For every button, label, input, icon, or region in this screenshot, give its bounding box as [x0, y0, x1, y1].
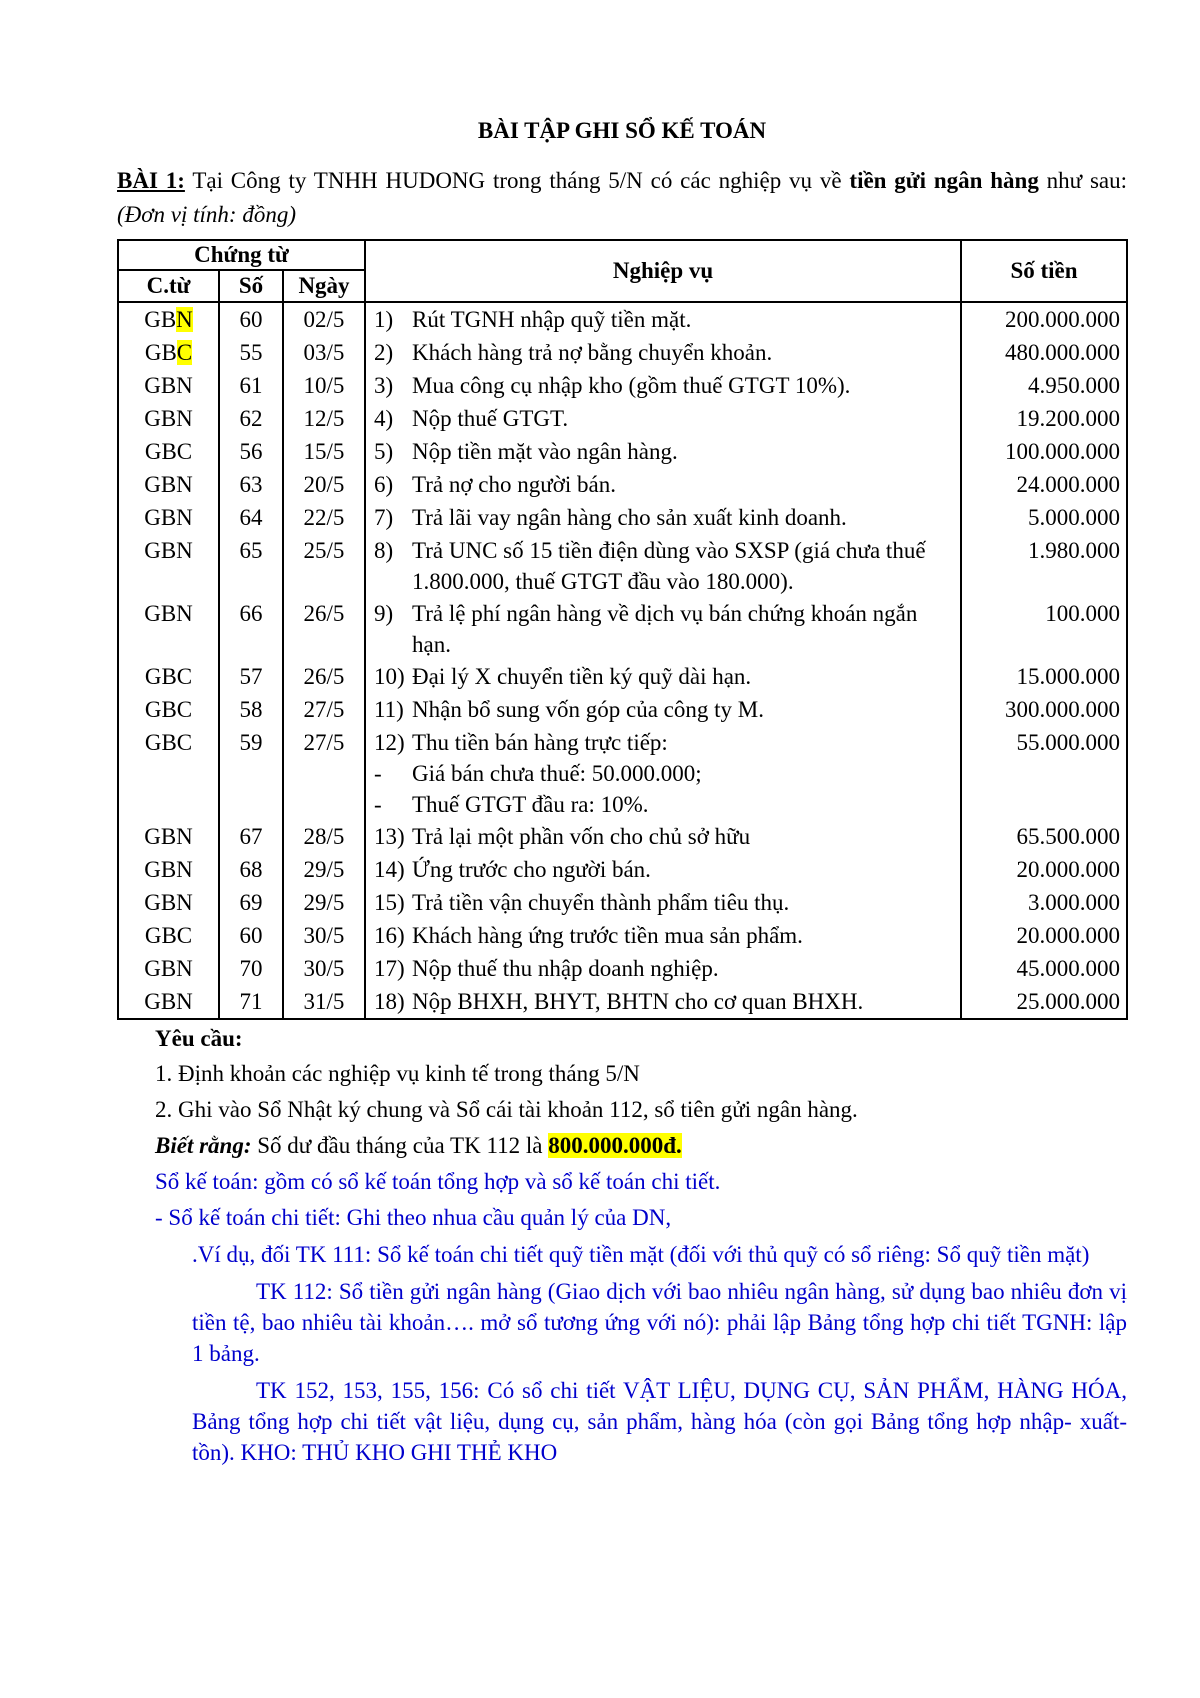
cell-ngay: 26/5: [283, 597, 365, 660]
cell-nghiep-vu: [365, 660, 961, 693]
table-row: [118, 952, 1127, 985]
note-line-2: - Sổ kế toán chi tiết: Ghi theo nhua cầu quản lý của DN,: [155, 1205, 672, 1230]
requirement-2: 2. Ghi vào Sổ Nhật ký chung và Sổ cái tài khoản 112, sổ tiên gửi ngân hàng.: [155, 1097, 858, 1122]
note-line-4: TK 112: Sổ tiền gửi ngân hàng (Giao dịch với bao nhiêu ngân hàng, sử dụng bao nhiêu đơn vị tiền tệ, bao nhiêu tài khoản…. mở sổ tương ứng với nó): phải lập Bảng tổng hợp chi tiết TGNH: lập 1 bảng.: [192, 1279, 1127, 1366]
cell-ctu-prefix: GB: [144, 340, 177, 365]
cell-nghiep-vu: [365, 726, 961, 820]
cell-so-tien: 45.000.000: [961, 952, 1127, 985]
cell-ctu-prefix: GB: [144, 307, 177, 332]
cell-ngay: 15/5: [283, 435, 365, 468]
cell-nghiep-vu-text: Mua công cụ nhập kho (gồm thuế GTGT 10%).: [412, 373, 851, 398]
exercise-intro: [117, 164, 1127, 232]
cell-nghiep-vu-number: 17): [374, 956, 405, 981]
requirement-1: 1. Định khoản các nghiệp vụ kinh tế trong tháng 5/N: [155, 1061, 640, 1086]
table-row: [118, 726, 1127, 820]
cell-nghiep-vu-number: 7): [374, 505, 394, 530]
cell-nghiep-vu-number: 5): [374, 439, 394, 464]
cell-ngay: 27/5: [283, 693, 365, 726]
cell-nghiep-vu-subitem: Thuế GTGT đầu ra: 10%.: [412, 792, 649, 817]
cell-so-tien: 55.000.000: [961, 726, 1127, 820]
cell-so: 55: [219, 336, 283, 369]
table-row: [118, 501, 1127, 534]
cell-nghiep-vu-subitem: Giá bán chưa thuế: 50.000.000;: [412, 761, 702, 786]
header-so-tien: Số tiền: [961, 240, 1127, 302]
cell-ngay: 25/5: [283, 534, 365, 597]
cell-nghiep-vu-text: Khách hàng trả nợ bằng chuyển khoản.: [412, 340, 773, 365]
cell-nghiep-vu-number: 8): [374, 538, 394, 563]
cell-nghiep-vu-text: Trả lệ phí ngân hàng về dịch vụ bán chứng khoán ngắn hạn.: [412, 601, 918, 657]
cell-so: 58: [219, 693, 283, 726]
cell-nghiep-vu: [365, 468, 961, 501]
cell-so-tien: 20.000.000: [961, 919, 1127, 952]
cell-nghiep-vu-text: Trả nợ cho người bán.: [412, 472, 616, 497]
note-line-1: Sổ kế toán: gồm có sổ kế toán tổng hợp và sổ kế toán chi tiết.: [155, 1169, 721, 1194]
cell-ngay: 02/5: [283, 302, 365, 336]
cell-nghiep-vu: [365, 820, 961, 853]
cell-nghiep-vu: [365, 985, 961, 1019]
cell-nghiep-vu: [365, 369, 961, 402]
cell-so: 64: [219, 501, 283, 534]
cell-so-tien: 25.000.000: [961, 985, 1127, 1019]
intro-bold-a: tiền gửi ngân hàng: [849, 168, 1039, 193]
cell-nghiep-vu-text: Đại lý X chuyển tiền ký quỹ dài hạn.: [412, 664, 752, 689]
cell-ctu: GBN: [118, 952, 219, 985]
cell-nghiep-vu: [365, 501, 961, 534]
table-row: [118, 919, 1127, 952]
table-row: [118, 336, 1127, 369]
cell-ctu: GBN: [118, 985, 219, 1019]
cell-nghiep-vu-number: 12): [374, 730, 405, 755]
cell-ctu: GBC: [118, 726, 219, 820]
balance-note-label: Biết rằng:: [155, 1133, 252, 1158]
cell-so: 63: [219, 468, 283, 501]
cell-nghiep-vu: [365, 886, 961, 919]
cell-nghiep-vu-text: Trả UNC số 15 tiền điện dùng vào SXSP (giá chưa thuế 1.800.000, thuế GTGT đầu vào 180.000).: [412, 538, 926, 594]
cell-nghiep-vu: [365, 597, 961, 660]
cell-so: 66: [219, 597, 283, 660]
cell-nghiep-vu-text: Rút TGNH nhập quỹ tiền mặt.: [412, 307, 692, 332]
cell-so-tien: 3.000.000: [961, 886, 1127, 919]
header-nghiep-vu: Nghiệp vụ: [365, 240, 961, 302]
header-ctu: C.từ: [118, 270, 219, 302]
table-row: [118, 985, 1127, 1019]
cell-ctu: GBN: [118, 534, 219, 597]
intro-text-b: như sau:: [1038, 168, 1128, 193]
cell-ngay: 12/5: [283, 402, 365, 435]
cell-nghiep-vu: [365, 534, 961, 597]
cell-nghiep-vu-number: 6): [374, 472, 394, 497]
cell-so-tien: 19.200.000: [961, 402, 1127, 435]
after-table-section: [117, 1022, 1127, 1468]
cell-so-tien: 100.000.000: [961, 435, 1127, 468]
cell-so: 69: [219, 886, 283, 919]
cell-so-tien: 480.000.000: [961, 336, 1127, 369]
cell-ngay: 26/5: [283, 660, 365, 693]
intro-text-a: Tại Công ty TNHH HUDONG trong tháng 5/N có các nghiệp vụ về: [184, 168, 850, 193]
cell-so-tien: 100.000: [961, 597, 1127, 660]
cell-so: 65: [219, 534, 283, 597]
header-so: Số: [219, 270, 283, 302]
cell-so-tien: 4.950.000: [961, 369, 1127, 402]
transactions-table: [117, 239, 1128, 1020]
page-title: BÀI TẬP GHI SỔ KẾ TOÁN: [477, 118, 767, 143]
cell-ngay: 10/5: [283, 369, 365, 402]
cell-ngay: 29/5: [283, 853, 365, 886]
cell-nghiep-vu: [365, 402, 961, 435]
cell-so: 70: [219, 952, 283, 985]
exercise-label: BÀI 1:: [117, 168, 185, 193]
cell-ctu: GBC: [118, 919, 219, 952]
cell-nghiep-vu-text: Trả lãi vay ngân hàng cho sản xuất kinh doanh.: [412, 505, 847, 530]
cell-ngay: 20/5: [283, 468, 365, 501]
cell-nghiep-vu-number: 4): [374, 406, 394, 431]
cell-ctu: GBN: [118, 468, 219, 501]
cell-so-tien: 1.980.000: [961, 534, 1127, 597]
cell-nghiep-vu-number: 9): [374, 601, 394, 626]
cell-nghiep-vu-text: Trả lại một phần vốn cho chủ sở hữu: [412, 824, 751, 849]
cell-ctu: GBC: [118, 693, 219, 726]
table-row: [118, 853, 1127, 886]
cell-nghiep-vu-text: Nộp thuế GTGT.: [412, 406, 569, 431]
cell-ctu: GBN: [118, 597, 219, 660]
cell-nghiep-vu-number: 13): [374, 824, 405, 849]
cell-ctu-highlight: C: [176, 340, 193, 365]
cell-nghiep-vu-number: 18): [374, 989, 405, 1014]
cell-so-tien: 200.000.000: [961, 302, 1127, 336]
cell-ngay: 22/5: [283, 501, 365, 534]
cell-ngay: 28/5: [283, 820, 365, 853]
table-row: [118, 660, 1127, 693]
cell-so: 62: [219, 402, 283, 435]
table-row: [118, 302, 1127, 336]
cell-nghiep-vu-number: 3): [374, 373, 394, 398]
cell-nghiep-vu: [365, 302, 961, 336]
cell-ngay: 29/5: [283, 886, 365, 919]
cell-nghiep-vu-text: Trả tiền vận chuyển thành phẩm tiêu thụ.: [412, 890, 790, 915]
cell-so-tien: 65.500.000: [961, 820, 1127, 853]
balance-note: [117, 1128, 1127, 1164]
intro-unit: (Đơn vị tính: đồng): [117, 202, 296, 227]
cell-nghiep-vu: [365, 853, 961, 886]
cell-so-tien: 20.000.000: [961, 853, 1127, 886]
cell-nghiep-vu-text: Nộp thuế thu nhập doanh nghiệp.: [412, 956, 719, 981]
table-row: [118, 468, 1127, 501]
cell-so: 59: [219, 726, 283, 820]
cell-nghiep-vu-number: 11): [374, 697, 404, 722]
cell-nghiep-vu: [365, 919, 961, 952]
cell-ctu: [118, 302, 219, 336]
cell-so: 60: [219, 919, 283, 952]
table-row: [118, 402, 1127, 435]
cell-nghiep-vu: [365, 693, 961, 726]
cell-so: 57: [219, 660, 283, 693]
transactions-body: [118, 302, 1127, 1019]
cell-nghiep-vu-number: 15): [374, 890, 405, 915]
cell-ctu: GBN: [118, 501, 219, 534]
cell-so-tien: 300.000.000: [961, 693, 1127, 726]
table-row: [118, 534, 1127, 597]
cell-nghiep-vu-number: 2): [374, 340, 394, 365]
cell-nghiep-vu-number: 16): [374, 923, 405, 948]
cell-ctu: GBN: [118, 820, 219, 853]
cell-nghiep-vu: [365, 952, 961, 985]
cell-ctu: [118, 336, 219, 369]
table-row: [118, 369, 1127, 402]
cell-ngay: 30/5: [283, 919, 365, 952]
table-row: [118, 886, 1127, 919]
cell-so: 71: [219, 985, 283, 1019]
cell-nghiep-vu-text: Nộp BHXH, BHYT, BHTN cho cơ quan BHXH.: [412, 989, 864, 1014]
cell-ngay: 27/5: [283, 726, 365, 820]
cell-nghiep-vu-text: Khách hàng ứng trước tiền mua sản phẩm.: [412, 923, 803, 948]
cell-nghiep-vu: [365, 435, 961, 468]
cell-nghiep-vu-number: 1): [374, 307, 394, 332]
table-row: [118, 693, 1127, 726]
cell-nghiep-vu-text: Thu tiền bán hàng trực tiếp:: [412, 730, 668, 755]
cell-ctu: GBN: [118, 886, 219, 919]
table-row: [118, 597, 1127, 660]
header-chung-tu: Chứng từ: [118, 240, 365, 270]
sub-dash: -: [374, 792, 382, 817]
header-ngay: Ngày: [283, 270, 365, 302]
cell-so: 61: [219, 369, 283, 402]
note-line-5: TK 152, 153, 155, 156: Có sổ chi tiết VẬT LIỆU, DỤNG CỤ, SẢN PHẨM, HÀNG HÓA, Bảng tổng hợp chi tiết vật liệu, dụng cụ, sản phẩm, hàng hóa (còn gọi Bảng tổng hợp nhập- xuất- tồn). KHO: THỦ KHO GHI THẺ KHO: [192, 1378, 1127, 1465]
cell-ctu: GBN: [118, 402, 219, 435]
cell-so-tien: 5.000.000: [961, 501, 1127, 534]
table-row: [118, 820, 1127, 853]
requirements-heading: Yêu cầu:: [155, 1026, 243, 1051]
cell-nghiep-vu-text: Nộp tiền mặt vào ngân hàng.: [412, 439, 678, 464]
note-line-3: .Ví dụ, đối TK 111: Sổ kế toán chi tiết quỹ tiền mặt (đối với thủ quỹ có sổ riêng: Sổ quỹ tiền mặt): [192, 1242, 1090, 1267]
cell-so: 56: [219, 435, 283, 468]
balance-note-text: Số dư đầu tháng của TK 112 là: [251, 1133, 549, 1158]
cell-so: 60: [219, 302, 283, 336]
cell-nghiep-vu-number: 14): [374, 857, 405, 882]
table-row: [118, 435, 1127, 468]
cell-ctu: GBC: [118, 435, 219, 468]
cell-so-tien: 15.000.000: [961, 660, 1127, 693]
cell-ctu: GBC: [118, 660, 219, 693]
cell-ngay: 31/5: [283, 985, 365, 1019]
cell-ctu-highlight: N: [176, 307, 193, 332]
cell-so: 68: [219, 853, 283, 886]
cell-ngay: 30/5: [283, 952, 365, 985]
cell-so-tien: 24.000.000: [961, 468, 1127, 501]
sub-dash: -: [374, 761, 382, 786]
cell-nghiep-vu-text: Ứng trước cho người bán.: [412, 857, 651, 882]
cell-nghiep-vu-number: 10): [374, 664, 405, 689]
balance-amount: 800.000.000đ.: [548, 1133, 682, 1158]
cell-ngay: 03/5: [283, 336, 365, 369]
cell-nghiep-vu: [365, 336, 961, 369]
cell-ctu: GBN: [118, 369, 219, 402]
cell-ctu: GBN: [118, 853, 219, 886]
cell-nghiep-vu-text: Nhận bổ sung vốn góp của công ty M.: [412, 697, 764, 722]
cell-so: 67: [219, 820, 283, 853]
